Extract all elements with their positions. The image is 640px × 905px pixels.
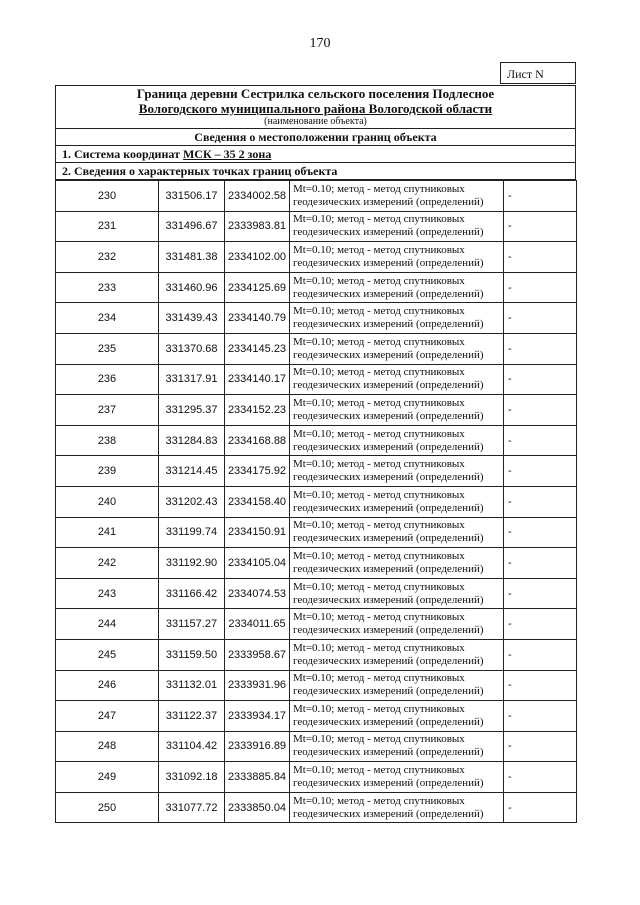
coord-y: 2333916.89 — [225, 731, 290, 762]
method-description — [290, 303, 504, 334]
extra-info: - — [504, 609, 577, 640]
coord-y: 2334158.40 — [225, 486, 290, 517]
point-number: 232 — [56, 242, 159, 273]
coord-y: 2334074.53 — [225, 578, 290, 609]
coord-x: 331157.27 — [159, 609, 225, 640]
coord-system-label: 1. Система координат — [62, 147, 183, 161]
method-line-1: Mt=0.10; метод - метод спутниковых — [293, 427, 465, 440]
method-line-2: геодезических измерений (определений) — [293, 501, 484, 514]
coord-y: 2334150.91 — [225, 517, 290, 548]
point-number: 247 — [56, 701, 159, 732]
table-row — [56, 272, 577, 303]
coord-x: 331317.91 — [159, 364, 225, 395]
point-number: 246 — [56, 670, 159, 701]
coord-x: 331166.42 — [159, 578, 225, 609]
coord-y: 2334102.00 — [225, 242, 290, 273]
method-description — [290, 609, 504, 640]
table-row — [56, 609, 577, 640]
coord-x: 331092.18 — [159, 762, 225, 793]
method-line-2: геодезических измерений (определений) — [293, 195, 484, 208]
method-line-1: Mt=0.10; метод - метод спутниковых — [293, 243, 465, 256]
table-row — [56, 731, 577, 762]
coord-x: 331214.45 — [159, 456, 225, 487]
table-row — [56, 639, 577, 670]
coord-system-row — [56, 146, 576, 163]
coord-y: 2334140.79 — [225, 303, 290, 334]
extra-info: - — [504, 670, 577, 701]
coord-x: 331202.43 — [159, 486, 225, 517]
table-row — [56, 792, 577, 823]
point-number: 240 — [56, 486, 159, 517]
method-line-1: Mt=0.10; метод - метод спутниковых — [293, 274, 465, 287]
method-line-1: Mt=0.10; метод - метод спутниковых — [293, 213, 465, 226]
method-line-2: геодезических измерений (определений) — [293, 226, 484, 239]
coord-y: 2333958.67 — [225, 639, 290, 670]
method-line-1: Mt=0.10; метод - метод спутниковых — [293, 366, 465, 379]
table-row — [56, 578, 577, 609]
method-line-2: геодезических измерений (определений) — [293, 746, 484, 759]
coord-y: 2333885.84 — [225, 762, 290, 793]
coord-y: 2334125.69 — [225, 272, 290, 303]
table-row — [56, 364, 577, 395]
coord-x: 331159.50 — [159, 639, 225, 670]
method-line-2: геодезических измерений (определений) — [293, 715, 484, 728]
point-number: 234 — [56, 303, 159, 334]
coord-x: 331199.74 — [159, 517, 225, 548]
table-row — [56, 456, 577, 487]
method-line-2: геодезических измерений (определений) — [293, 807, 484, 820]
method-line-1: Mt=0.10; метод - метод спутниковых — [293, 305, 465, 318]
method-line-2: геодезических измерений (определений) — [293, 562, 484, 575]
coord-y: 2333850.04 — [225, 792, 290, 823]
method-line-2: геодезических измерений (определений) — [293, 624, 484, 637]
coord-x: 331104.42 — [159, 731, 225, 762]
table-row — [56, 486, 577, 517]
point-number: 250 — [56, 792, 159, 823]
method-description — [290, 211, 504, 242]
method-line-1: Mt=0.10; метод - метод спутниковых — [293, 519, 465, 532]
method-description — [290, 242, 504, 273]
method-description — [290, 364, 504, 395]
point-number: 230 — [56, 181, 159, 212]
method-description — [290, 701, 504, 732]
table-row — [56, 303, 577, 334]
table-row — [56, 211, 577, 242]
point-number: 245 — [56, 639, 159, 670]
extra-info: - — [504, 486, 577, 517]
method-description — [290, 272, 504, 303]
method-description — [290, 639, 504, 670]
method-line-1: Mt=0.10; метод - метод спутниковых — [293, 458, 465, 471]
point-number: 236 — [56, 364, 159, 395]
method-description — [290, 395, 504, 426]
extra-info: - — [504, 731, 577, 762]
table-row — [56, 762, 577, 793]
method-line-2: геодезических измерений (определений) — [293, 777, 484, 790]
coord-x: 331439.43 — [159, 303, 225, 334]
method-description — [290, 792, 504, 823]
method-line-1: Mt=0.10; метод - метод спутниковых — [293, 672, 465, 685]
method-line-2: геодезических измерений (определений) — [293, 532, 484, 545]
method-description — [290, 486, 504, 517]
coord-x: 331284.83 — [159, 425, 225, 456]
method-line-2: геодезических измерений (определений) — [293, 409, 484, 422]
table-row — [56, 425, 577, 456]
coord-x: 331132.01 — [159, 670, 225, 701]
point-number: 248 — [56, 731, 159, 762]
coord-x: 331506.17 — [159, 181, 225, 212]
points-table — [55, 180, 577, 823]
method-line-1: Mt=0.10; метод - метод спутниковых — [293, 580, 465, 593]
coord-x: 331481.38 — [159, 242, 225, 273]
coord-x: 331077.72 — [159, 792, 225, 823]
point-number: 233 — [56, 272, 159, 303]
coord-y: 2334011.65 — [225, 609, 290, 640]
table-row — [56, 242, 577, 273]
table-row — [56, 548, 577, 579]
point-number: 243 — [56, 578, 159, 609]
table-row — [56, 517, 577, 548]
coord-y: 2333934.17 — [225, 701, 290, 732]
method-description — [290, 517, 504, 548]
method-description — [290, 333, 504, 364]
document-header-table — [55, 85, 576, 180]
method-line-1: Mt=0.10; метод - метод спутниковых — [293, 764, 465, 777]
table-row — [56, 333, 577, 364]
title-line-2: Вологодского муниципального района Вологодской области — [138, 101, 493, 116]
method-line-2: геодезических измерений (определений) — [293, 348, 484, 361]
extra-info: - — [504, 517, 577, 548]
extra-info: - — [504, 762, 577, 793]
method-line-1: Mt=0.10; метод - метод спутниковых — [293, 549, 465, 562]
table-row — [56, 181, 577, 212]
coord-y: 2334145.23 — [225, 333, 290, 364]
title-line-1: Граница деревни Сестрилка сельского поселения Подлесное — [136, 86, 495, 101]
method-line-1: Mt=0.10; метод - метод спутниковых — [293, 396, 465, 409]
coord-y: 2334168.88 — [225, 425, 290, 456]
coord-y: 2334002.58 — [225, 181, 290, 212]
sheet-label: Лист N — [500, 62, 576, 84]
extra-info: - — [504, 456, 577, 487]
method-description — [290, 181, 504, 212]
extra-info: - — [504, 333, 577, 364]
method-line-2: геодезических измерений (определений) — [293, 318, 484, 331]
page-number: 170 — [309, 36, 331, 51]
point-number: 242 — [56, 548, 159, 579]
method-line-2: геодезических измерений (определений) — [293, 654, 484, 667]
object-title — [56, 86, 576, 129]
coord-x: 331370.68 — [159, 333, 225, 364]
method-line-1: Mt=0.10; метод - метод спутниковых — [293, 611, 465, 624]
table-row — [56, 395, 577, 426]
extra-info: - — [504, 548, 577, 579]
extra-info: - — [504, 639, 577, 670]
point-number: 249 — [56, 762, 159, 793]
table-row — [56, 701, 577, 732]
extra-info: - — [504, 701, 577, 732]
method-line-1: Mt=0.10; метод - метод спутниковых — [293, 488, 465, 501]
method-description — [290, 425, 504, 456]
method-description — [290, 578, 504, 609]
coord-x: 331295.37 — [159, 395, 225, 426]
method-line-2: геодезических измерений (определений) — [293, 593, 484, 606]
table-row — [56, 670, 577, 701]
section-title: Сведения о местоположении границ объекта — [56, 129, 576, 146]
extra-info: - — [504, 242, 577, 273]
method-line-1: Mt=0.10; метод - метод спутниковых — [293, 733, 465, 746]
point-number: 235 — [56, 333, 159, 364]
method-line-1: Mt=0.10; метод - метод спутниковых — [293, 641, 465, 654]
extra-info: - — [504, 211, 577, 242]
coord-x: 331496.67 — [159, 211, 225, 242]
point-number: 244 — [56, 609, 159, 640]
point-number: 237 — [56, 395, 159, 426]
coord-x: 331122.37 — [159, 701, 225, 732]
method-line-2: геодезических измерений (определений) — [293, 440, 484, 453]
point-number: 241 — [56, 517, 159, 548]
coord-y: 2333983.81 — [225, 211, 290, 242]
coord-y: 2334152.23 — [225, 395, 290, 426]
extra-info: - — [504, 395, 577, 426]
coord-system-value: МСК – 35 2 зона — [182, 147, 272, 161]
method-line-1: Mt=0.10; метод - метод спутниковых — [293, 702, 465, 715]
extra-info: - — [504, 303, 577, 334]
extra-info: - — [504, 272, 577, 303]
method-line-2: геодезических измерений (определений) — [293, 256, 484, 269]
method-line-2: геодезических измерений (определений) — [293, 471, 484, 484]
extra-info: - — [504, 181, 577, 212]
points-table-body — [56, 181, 577, 823]
points-section-title: 2. Сведения о характерных точках границ объекта — [56, 163, 576, 180]
method-description — [290, 762, 504, 793]
coord-y: 2334175.92 — [225, 456, 290, 487]
extra-info: - — [504, 364, 577, 395]
method-line-1: Mt=0.10; метод - метод спутниковых — [293, 794, 465, 807]
extra-info: - — [504, 425, 577, 456]
coord-y: 2334140.17 — [225, 364, 290, 395]
method-description — [290, 731, 504, 762]
coord-y: 2334105.04 — [225, 548, 290, 579]
coord-y: 2333931.96 — [225, 670, 290, 701]
method-line-2: геодезических измерений (определений) — [293, 379, 484, 392]
point-number: 239 — [56, 456, 159, 487]
title-subtitle: (наименование объекта) — [264, 116, 367, 127]
method-line-2: геодезических измерений (определений) — [293, 685, 484, 698]
extra-info: - — [504, 578, 577, 609]
coord-x: 331192.90 — [159, 548, 225, 579]
method-description — [290, 456, 504, 487]
method-line-1: Mt=0.10; метод - метод спутниковых — [293, 335, 465, 348]
method-description — [290, 548, 504, 579]
coord-x: 331460.96 — [159, 272, 225, 303]
method-description — [290, 670, 504, 701]
point-number: 231 — [56, 211, 159, 242]
method-line-1: Mt=0.10; метод - метод спутниковых — [293, 182, 465, 195]
extra-info: - — [504, 792, 577, 823]
point-number: 238 — [56, 425, 159, 456]
method-line-2: геодезических измерений (определений) — [293, 287, 484, 300]
